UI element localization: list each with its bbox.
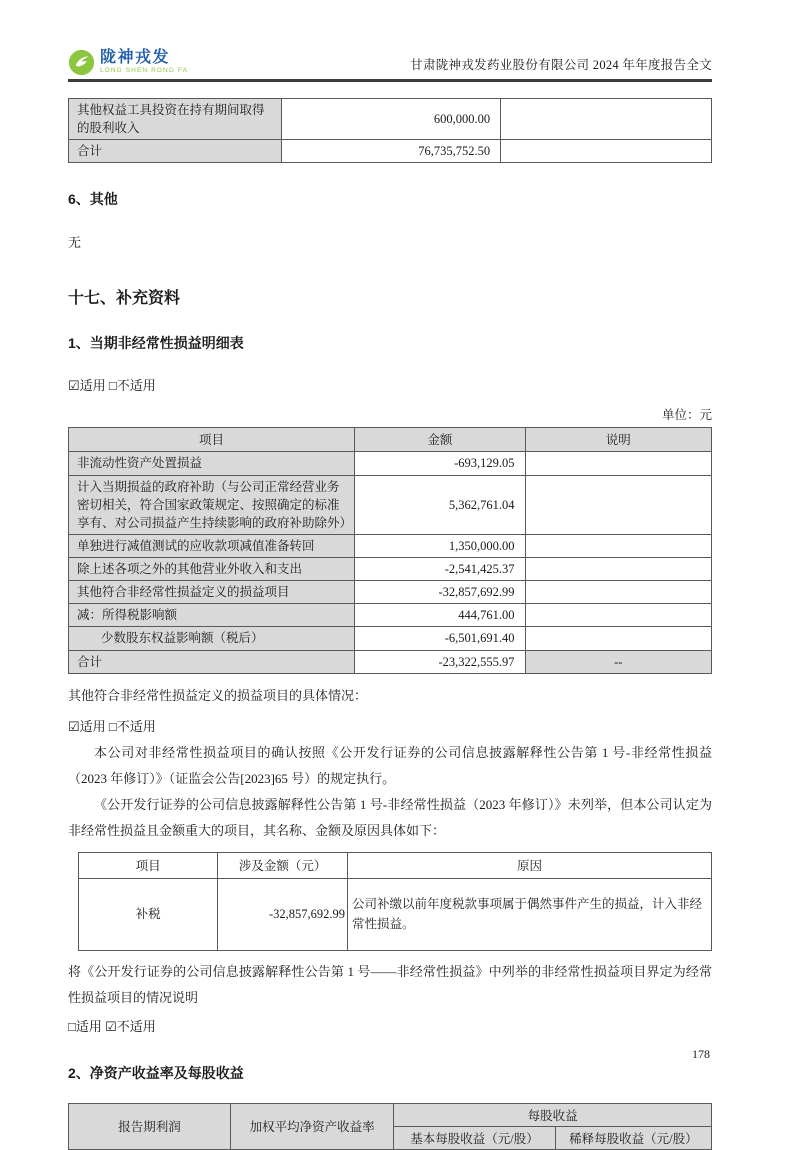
table-row-total: [69, 650, 712, 673]
item-cell: 少数股东权益影响额（税后）: [69, 627, 355, 650]
reason-cell: 公司补缴以前年度税款事项属于偶然事件产生的损益，计入非经常性损益。: [348, 878, 712, 950]
amount-cell: 76,735,752.50: [282, 140, 501, 163]
applicability-checkboxes: ☑适用 □不适用: [68, 378, 156, 394]
header-cell-basic-eps: 基本每股收益（元/股）: [394, 1126, 555, 1149]
roe-eps-table: [68, 1103, 712, 1150]
note-cell: [525, 452, 711, 475]
table-row: [69, 604, 712, 627]
amount-cell: 600,000.00: [282, 99, 501, 140]
subsection-heading-roe-eps: 2、净资产收益率及每股收益: [68, 1064, 244, 1081]
section-heading-other: 6、其他: [68, 191, 118, 208]
table-row: [69, 475, 712, 534]
item-cell: 补税: [79, 878, 218, 950]
note-cell: [525, 627, 711, 650]
section-heading-supplement: 十七、补充资料: [68, 290, 181, 308]
detail-caption: 其他符合非经常性损益定义的损益项目的具体情况：: [68, 687, 368, 703]
applicability-checkboxes: □适用 ☑不适用: [68, 1018, 156, 1034]
paragraph: 《公开发行证券的公司信息披露解释性公告第 1 号-非经常性损益（2023 年修订）》未列举，但本公司认定为非经常性损益且金额重大的项目，其名称、金额及原因具体如下：: [68, 796, 712, 838]
header-cell-amount: 金额: [355, 428, 525, 452]
table-header-row: [69, 1103, 712, 1126]
amount-cell: -6,501,691.40: [355, 627, 525, 650]
paragraph: 将《公开发行证券的公司信息披露解释性公告第 1 号——非经常性损益》中列举的非经常性损益项目界定为经常性损益项目的情况说明: [68, 963, 712, 1005]
note-cell: [525, 558, 711, 581]
table-row: [69, 627, 712, 650]
equity-dividend-table: [68, 98, 712, 163]
nonrecurring-detail-table: [78, 852, 712, 951]
header-cell-reason: 原因: [348, 852, 712, 878]
item-cell: 合计: [69, 140, 282, 163]
note-cell: [525, 534, 711, 557]
header-cell-profit: 报告期利润: [69, 1103, 231, 1149]
company-brand: [68, 49, 188, 76]
item-cell: 减：所得税影响额: [69, 604, 355, 627]
table-header-row: [79, 852, 712, 878]
amount-cell: 5,362,761.04: [355, 475, 525, 534]
header-cell-eps-group: 每股收益: [394, 1103, 712, 1126]
page-number: 178: [692, 1047, 710, 1061]
item-cell: 合计: [69, 650, 355, 673]
item-cell: 其他权益工具投资在持有期间取得的股利收入: [69, 99, 282, 140]
amount-cell: -23,322,555.97: [355, 650, 525, 673]
nonrecurring-items-table: [68, 427, 712, 673]
header-cell-amount: 涉及金额（元）: [218, 852, 348, 878]
amount-cell: -693,129.05: [355, 452, 525, 475]
amount-cell: -32,857,692.99: [218, 878, 348, 950]
table-row: [69, 558, 712, 581]
item-cell: 其他符合非经常性损益定义的损益项目: [69, 581, 355, 604]
amount-cell: 444,761.00: [355, 604, 525, 627]
header-cell-roe: 加权平均净资产收益率: [231, 1103, 394, 1149]
item-cell: 单独进行减值测试的应收款项减值准备转回: [69, 534, 355, 557]
subsection-heading-nonrecurring: 1、当期非经常性损益明细表: [68, 335, 244, 352]
note-cell: [501, 140, 712, 163]
brand-logo-icon: [68, 49, 95, 76]
header-cell-item: 项目: [69, 428, 355, 452]
table-row: [79, 878, 712, 950]
table-row: [69, 534, 712, 557]
table-row: [69, 452, 712, 475]
item-cell: 非流动性资产处置损益: [69, 452, 355, 475]
page-header: [68, 46, 712, 76]
table-row: [69, 581, 712, 604]
table-header-row: [69, 428, 712, 452]
item-cell: 计入当期损益的政府补助（与公司正常经营业务密切相关，符合国家政策规定、按照确定的标准享有、对公司损益产生持续影响的政府补助除外）: [69, 475, 355, 534]
paragraph: 本公司对非经常性损益项目的确认按照《公开发行证券的公司信息披露解释性公告第 1 号-非经常性损益（2023 年修订）》（证监会公告[2023]65 号）的规定执行。: [68, 744, 712, 786]
amount-cell: 1,350,000.00: [355, 534, 525, 557]
note-cell: [525, 581, 711, 604]
note-cell: [525, 604, 711, 627]
header-cell-item: 项目: [79, 852, 218, 878]
header-cell-diluted-eps: 稀释每股收益（元/股）: [555, 1126, 711, 1149]
header-cell-note: 说明: [525, 428, 711, 452]
note-cell: --: [525, 650, 711, 673]
brand-text: [100, 50, 188, 75]
table-row-total: [69, 140, 712, 163]
document-title: 甘肃陇神戎发药业股份有限公司 2024 年年度报告全文: [410, 58, 712, 72]
brand-name-cn: 陇神戎发: [100, 49, 171, 67]
section-other-content: 无: [68, 235, 82, 251]
header-divider: [68, 79, 712, 82]
amount-cell: -32,857,692.99: [355, 581, 525, 604]
note-cell: [501, 99, 712, 140]
applicability-checkboxes: ☑适用 □不适用: [68, 718, 156, 734]
item-cell: 除上述各项之外的其他营业外收入和支出: [69, 558, 355, 581]
unit-label: 单位：元: [661, 408, 712, 423]
table-row: [69, 99, 712, 140]
amount-cell: -2,541,425.37: [355, 558, 525, 581]
brand-name-en: LONG SHEN RONG FA: [100, 67, 189, 75]
note-cell: [525, 475, 711, 534]
